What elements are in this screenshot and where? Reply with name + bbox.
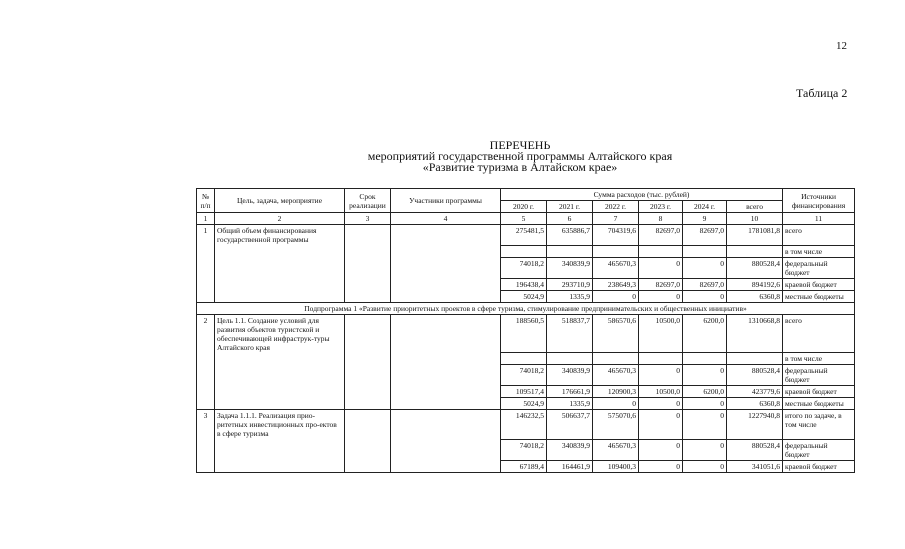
table-row [197,460,855,472]
amount-cell: 880528,4 [727,365,783,386]
amount-cell [547,353,593,365]
row-participants [391,257,501,278]
amount-cell: 146232,5 [501,410,547,440]
amount-cell: 109517,4 [501,386,547,398]
amount-cell: 586570,6 [593,314,639,353]
row-term [345,439,391,460]
funding-source: всего [783,314,855,353]
amount-cell [727,245,783,257]
column-index: 6 [547,213,593,225]
amount-cell [683,353,727,365]
funding-source: краевой бюджет [783,386,855,398]
amount-cell: 0 [639,365,683,386]
row-term [345,386,391,398]
header-year: 2023 г. [639,201,683,213]
table-row [197,353,855,365]
amount-cell: 6360,8 [727,290,783,302]
row-participants [391,314,501,353]
header-year: 2021 г. [547,201,593,213]
row-participants [391,460,501,472]
amount-cell [593,353,639,365]
table-row [197,439,855,460]
title-line-2: мероприятий государственной программы Алтайского края [367,149,673,163]
amount-cell [501,245,547,257]
amount-cell: 164461,9 [547,460,593,472]
row-term [345,353,391,365]
amount-cell: 0 [639,410,683,440]
amount-cell: 465670,3 [593,365,639,386]
amount-cell: 0 [639,439,683,460]
row-term [345,365,391,386]
amount-cell: 575070,6 [593,410,639,440]
header-sum: Сумма расходов (тыс. рублей) [501,189,783,201]
row-term [345,257,391,278]
funding-source: федеральный бюджет [783,257,855,278]
table-row [197,314,855,353]
row-number [197,365,215,386]
row-term [345,290,391,302]
amount-cell: 0 [683,460,727,472]
amount-cell: 82697,0 [683,225,727,246]
row-name [215,386,345,398]
row-number [197,257,215,278]
row-term [345,225,391,246]
document-title [340,140,700,173]
subprogram-title: Подпрограмма 1 «Развитие приоритетных проектов в сфере туризма, стимулирование предпринимательских и общественных инициатив» [197,302,855,314]
row-number [197,278,215,290]
page-number: 12 [836,40,847,52]
table-row [197,410,855,440]
row-name: Цель 1.1. Создание условий для развития объектов туристской и обеспечивающей инфраструк-туры Алтайского края [215,314,345,353]
row-participants [391,386,501,398]
amount-cell: 82697,0 [639,225,683,246]
amount-cell: 340839,9 [547,257,593,278]
amount-cell: 1335,9 [547,398,593,410]
column-index: 9 [683,213,727,225]
row-number: 3 [197,410,215,440]
row-participants [391,439,501,460]
amount-cell: 82697,0 [683,278,727,290]
funding-source: краевой бюджет [783,460,855,472]
amount-cell: 293710,9 [547,278,593,290]
table-row [197,398,855,410]
amount-cell: 6200,0 [683,386,727,398]
amount-cell: 506637,7 [547,410,593,440]
amount-cell [501,353,547,365]
amount-cell: 176661,9 [547,386,593,398]
row-number [197,290,215,302]
amount-cell: 635886,7 [547,225,593,246]
amount-cell: 74018,2 [501,257,547,278]
amount-cell: 880528,4 [727,439,783,460]
amount-cell: 1227940,8 [727,410,783,440]
amount-cell: 82697,0 [639,278,683,290]
amount-cell: 238649,3 [593,278,639,290]
amount-cell: 188560,5 [501,314,547,353]
amount-cell: 275481,5 [501,225,547,246]
row-term [345,398,391,410]
amount-cell: 0 [593,290,639,302]
table-row [197,225,855,246]
amount-cell: 5024,9 [501,398,547,410]
amount-cell: 0 [639,398,683,410]
row-number [197,353,215,365]
amount-cell: 120900,3 [593,386,639,398]
row-name [215,290,345,302]
amount-cell: 0 [639,460,683,472]
column-index: 3 [345,213,391,225]
amount-cell: 0 [683,398,727,410]
header-goal: Цель, задача, мероприятие [215,189,345,213]
row-term [345,245,391,257]
row-term [345,314,391,353]
column-index: 1 [197,213,215,225]
header-term: Срок реализации [345,189,391,213]
amount-cell: 423779,6 [727,386,783,398]
amount-cell [639,353,683,365]
subprogram-row [197,302,855,314]
funding-source: в том числе [783,353,855,365]
row-name [215,439,345,460]
row-participants [391,278,501,290]
column-index: 2 [215,213,345,225]
amount-cell: 0 [683,290,727,302]
header-participants: Участники программы [391,189,501,213]
amount-cell: 1781081,8 [727,225,783,246]
amount-cell: 340839,9 [547,365,593,386]
amount-cell: 0 [683,439,727,460]
row-number [197,245,215,257]
title-line-1: ПЕРЕЧЕНЬ [489,138,551,152]
amount-cell: 5024,9 [501,290,547,302]
row-name [215,245,345,257]
amount-cell: 465670,3 [593,257,639,278]
row-name [215,353,345,365]
amount-cell: 0 [593,398,639,410]
table-row [197,386,855,398]
program-measures-table [196,188,855,473]
row-number: 1 [197,225,215,246]
row-number [197,398,215,410]
amount-cell: 0 [639,290,683,302]
header-year: 2022 г. [593,201,639,213]
table-row [197,365,855,386]
row-participants [391,290,501,302]
table-row [197,257,855,278]
row-name [215,278,345,290]
header-sources: Источники финансирования [783,189,855,213]
header-year: всего [727,201,783,213]
funding-source: всего [783,225,855,246]
amount-cell: 704319,6 [593,225,639,246]
funding-source: итого по задаче, в том числе [783,410,855,440]
amount-cell: 74018,2 [501,439,547,460]
row-participants [391,410,501,440]
amount-cell [547,245,593,257]
row-number: 2 [197,314,215,353]
row-name [215,398,345,410]
row-participants [391,225,501,246]
amount-cell: 341051,6 [727,460,783,472]
amount-cell: 465670,3 [593,439,639,460]
column-index: 4 [391,213,501,225]
column-index: 7 [593,213,639,225]
amount-cell: 880528,4 [727,257,783,278]
row-participants [391,353,501,365]
amount-cell [683,245,727,257]
row-term [345,460,391,472]
amount-cell [593,245,639,257]
amount-cell [639,245,683,257]
column-index: 10 [727,213,783,225]
title-line-3: «Развитие туризма в Алтайском крае» [422,160,618,174]
amount-cell: 0 [683,257,727,278]
amount-cell [727,353,783,365]
funding-source: краевой бюджет [783,278,855,290]
amount-cell: 518837,7 [547,314,593,353]
header-row [197,189,855,201]
row-name [215,365,345,386]
row-name [215,257,345,278]
funding-source: местные бюджеты [783,290,855,302]
funding-source: местные бюджеты [783,398,855,410]
column-index-row [197,213,855,225]
amount-cell: 894192,6 [727,278,783,290]
amount-cell: 109400,3 [593,460,639,472]
table-row [197,278,855,290]
row-number [197,386,215,398]
table-row [197,245,855,257]
funding-source: в том числе [783,245,855,257]
amount-cell: 1310668,8 [727,314,783,353]
amount-cell: 0 [683,410,727,440]
table-label: Таблица 2 [796,86,848,100]
header-year: 2020 г. [501,201,547,213]
amount-cell: 340839,9 [547,439,593,460]
amount-cell: 67189,4 [501,460,547,472]
header-year: 2024 г. [683,201,727,213]
row-term [345,410,391,440]
column-index: 11 [783,213,855,225]
row-term [345,278,391,290]
column-index: 5 [501,213,547,225]
amount-cell: 10500,0 [639,314,683,353]
amount-cell: 0 [683,365,727,386]
row-participants [391,365,501,386]
row-number [197,460,215,472]
amount-cell: 6200,0 [683,314,727,353]
amount-cell: 10500,0 [639,386,683,398]
amount-cell: 1335,9 [547,290,593,302]
row-participants [391,245,501,257]
amount-cell: 74018,2 [501,365,547,386]
amount-cell: 0 [639,257,683,278]
column-index: 8 [639,213,683,225]
row-name: Задача 1.1.1. Реализация прио-ритетных инвестиционных про-ектов в сфере туризма [215,410,345,440]
row-participants [391,398,501,410]
table-row [197,290,855,302]
row-number [197,439,215,460]
row-name [215,460,345,472]
amount-cell: 6360,8 [727,398,783,410]
amount-cell: 196438,4 [501,278,547,290]
funding-source: федеральный бюджет [783,439,855,460]
header-num: № п/п [197,189,215,213]
funding-source: федеральный бюджет [783,365,855,386]
row-name: Общий объем финансирования государственной программы [215,225,345,246]
